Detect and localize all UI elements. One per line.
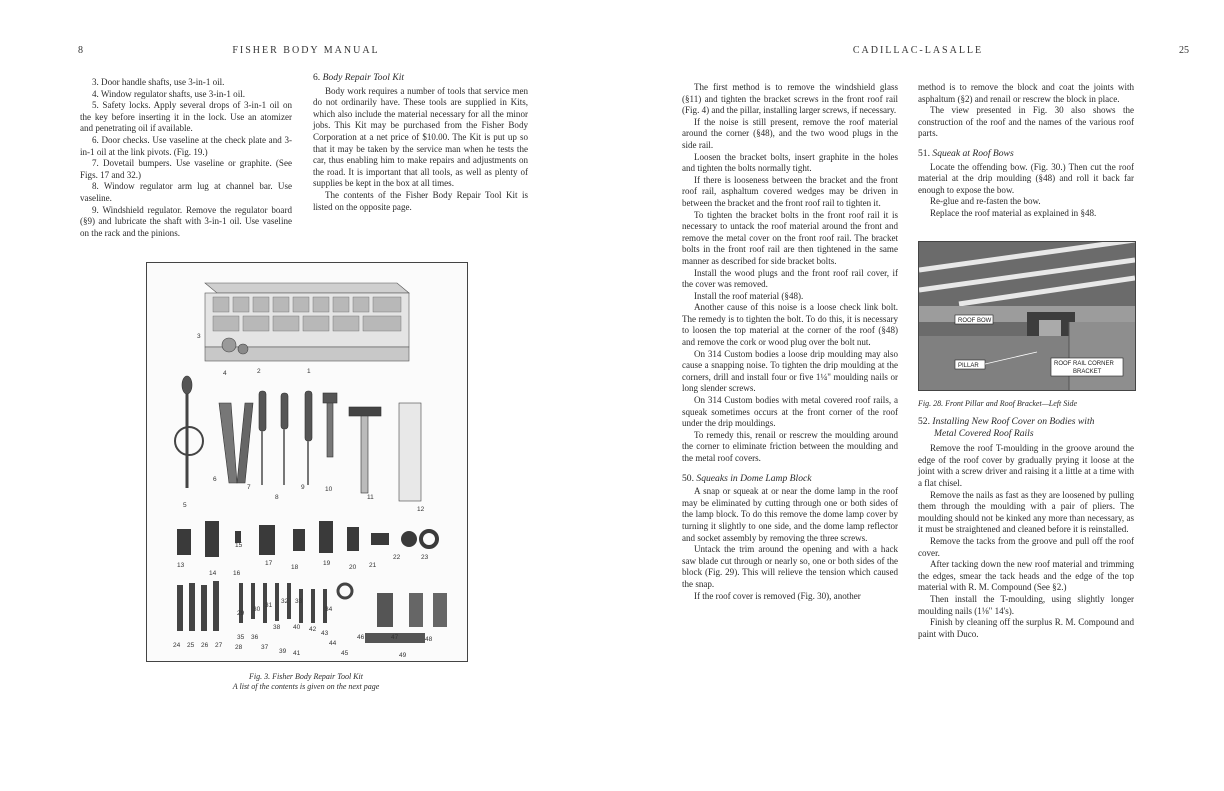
tool-tray — [205, 283, 409, 361]
figure-label-roof-rail-corner-bracket — [1051, 358, 1123, 376]
figure-number: 28 — [235, 644, 243, 651]
right-running-header: CADILLAC-LASALLE — [852, 45, 984, 56]
figure-number: 34 — [325, 606, 333, 613]
paragraph: If the noise is still present, remove the roof material around the corner (§48), and the two wood plugs in the side rail. — [682, 116, 898, 150]
paragraph: To remedy this, renail or rescrew the moulding around the corner to eliminate friction between the moulding and the metal roof covers. — [682, 429, 898, 463]
figure-number: 44 — [329, 640, 337, 647]
figure-number: 32 — [281, 598, 289, 605]
figure-number: 49 — [399, 652, 407, 659]
figure-number: 47 — [391, 634, 399, 641]
svg-text:ROOF RAIL CORNER: ROOF RAIL CORNER — [1054, 361, 1114, 367]
paragraph: Locate the offending bow. (Fig. 30.) Then cut the roof material at the drip moulding (§48) and roll it back far enough to expose the bow. — [918, 161, 1134, 195]
left-page-number: 8 — [78, 45, 83, 56]
paragraph: Untack the trim around the opening and with a hack saw blade cut through or nearly so, one or both sides of the block (Fig. 29). This will relieve the tension which caused the snap. — [682, 544, 898, 589]
right-page-number: 25 — [1179, 45, 1189, 56]
figure-number: 43 — [321, 630, 329, 637]
figure-number: 1 — [307, 368, 311, 375]
figure-number: 9 — [301, 484, 305, 491]
figure-number: 7 — [247, 484, 251, 491]
figure-number: 27 — [215, 642, 223, 649]
paragraph: On 314 Custom bodies with metal covered roof rails, a squeak sometimes occurs at the front corner of the roof under the drip mouldings. — [682, 395, 898, 429]
svg-text:BRACKET: BRACKET — [1073, 369, 1102, 375]
paragraph: The contents of the Fisher Body Repair Tool Kit is listed on the opposite page. — [313, 189, 528, 212]
figure-number: 16 — [233, 570, 241, 577]
figure-number: 40 — [293, 624, 301, 631]
paragraph: 5. Safety locks. Apply several drops of 3-in-1 oil on the key before inserting it in the lock. Use an atomizer and penetrating oil if available. — [80, 100, 292, 134]
paragraph: Another cause of this noise is a loose check link bolt. The remedy is to tighten the bolt. To do this, it is necessary to loosen the top material at the corner of the roof (§48) and remove the cork or wood plug over the bolt nut. — [682, 302, 898, 348]
figure-number: 10 — [325, 486, 333, 493]
section-heading: 51. Squeak at Roof Bows — [918, 147, 1014, 159]
paragraph: Install the roof material (§48). — [694, 290, 804, 301]
figure-number: 35 — [237, 634, 245, 641]
figure-number: 36 — [251, 634, 259, 641]
paragraph: Install the wood plugs and the front roof rail cover, if the cover was removed. — [682, 267, 898, 290]
paragraph: Re-glue and re-fasten the bow. — [930, 196, 1041, 207]
paragraph: A snap or squeak at or near the dome lamp in the roof may be eliminated by cutting through one or both sides of the lamp block. To do this remove the dome lamp cover by turning it slightly to one side, and the dome lamp reflector and socket assembly by removing the three screws. — [682, 486, 898, 543]
caption-line: A list of the contents is given on the next page — [232, 682, 380, 691]
right-column-1 — [682, 82, 898, 602]
figure-number: 46 — [357, 634, 365, 641]
figure-number: 19 — [323, 560, 331, 567]
paragraph: Then install the T-moulding, using slightly longer moulding nails (1⅛" 14's). — [918, 593, 1134, 616]
paragraph: method is to remove the block and coat the joints with asphaltum (§2) and renail or rescrew the block in place. — [918, 82, 1134, 104]
paragraph: To tighten the bracket bolts in the front roof rail it is necessary to untack the roof material around the front and remove the metal cover on the front roof rail. The bracket bolts in the front roof rail are then tightened in the same manner as described for side bracket bolts. — [682, 209, 898, 266]
paragraph: 7. Dovetail bumpers. Use vaseline or graphite. (See Figs. 17 and 32.) — [80, 158, 292, 180]
right-page — [612, 0, 1224, 791]
section-heading: 50. Squeaks in Dome Lamp Block — [682, 472, 812, 484]
figure-number: 37 — [261, 644, 269, 651]
paragraph: If there is looseness between the bracket and the front roof rail, asphaltum covered wedges may be driven in between the bracket and the front roof rail to tighten it. — [682, 174, 898, 208]
hand-tools-row — [175, 376, 421, 501]
figure-number: 2 — [257, 368, 261, 375]
paragraph: 9. Windshield regulator. Remove the regulator board (§9) and lubricate the shaft with 3-in-1 oil. Use vaseline on the rack and the pinions. — [80, 204, 292, 238]
left-column-2 — [313, 72, 528, 213]
figure-number: 31 — [265, 602, 273, 609]
tool-kit-caption — [146, 672, 466, 692]
figure-number: 38 — [273, 624, 281, 631]
paragraph: On 314 Custom bodies a loose drip moulding may also cause a snapping noise. To tighten the drip moulding at the corners, drill and install four or five 1¼" moulding nails or long slender screws. — [682, 348, 898, 394]
figure-number: 29 — [237, 610, 245, 617]
figure-number: 13 — [177, 562, 185, 569]
paragraph: The view presented in Fig. 30 also shows the construction of the roof and the names of the various roof parts. — [918, 105, 1134, 139]
paragraph: Remove the roof T-moulding in the groove around the edge of the roof cover by gradually prying it loose at the joint with a screw driver and raising it a little at a time with a flat chisel. — [918, 443, 1134, 488]
section-heading: 52. Installing New Roof Cover on Bodies with Metal Covered Roof Rails — [918, 416, 1095, 439]
figure-number: 11 — [367, 494, 374, 501]
svg-text:PILLAR: PILLAR — [958, 363, 979, 369]
section-heading: 6. Body Repair Tool Kit — [313, 72, 405, 83]
hardware-row — [177, 521, 437, 557]
paragraph: Replace the roof material as explained in §48. — [930, 207, 1097, 218]
roof-bracket-figure — [918, 241, 1136, 391]
figure-number: 8 — [275, 494, 279, 501]
left-running-header: FISHER BODY MANUAL — [232, 45, 380, 56]
figure-number: 26 — [201, 642, 209, 649]
paragraph: 8. Window regulator arm lug at channel bar. Use vaseline. — [80, 181, 292, 203]
paragraph: 4. Window regulator shafts, use 3-in-1 oil. — [92, 88, 245, 99]
figure-number: 5 — [183, 502, 187, 509]
svg-text:ROOF BOW: ROOF BOW — [958, 318, 992, 324]
figure-number: 21 — [369, 562, 377, 569]
figure-number: 4 — [223, 370, 227, 377]
paragraph: If the roof cover is removed (Fig. 30), another — [694, 590, 861, 601]
figure-number: 42 — [309, 626, 317, 633]
figure-number: 20 — [349, 564, 357, 571]
figure-number: 39 — [279, 648, 287, 655]
figure-number: 3 — [197, 333, 201, 340]
tool-kit-illustration — [147, 263, 467, 661]
caption-line: Fig. 3. Fisher Body Repair Tool Kit — [249, 672, 363, 681]
figure-number: 17 — [265, 560, 273, 567]
figure-number: 30 — [253, 606, 261, 613]
screws-row — [177, 581, 447, 643]
tool-kit-figure — [146, 262, 468, 662]
figure-number: 48 — [425, 636, 433, 643]
paragraph: 6. Door checks. Use vaseline at the check plate and 3-in-1 oil at the link pivots. (Fig. 19.) — [80, 134, 292, 157]
figure-number: 6 — [213, 476, 217, 483]
paragraph: 3. Door handle shafts, use 3-in-1 oil. — [92, 77, 225, 87]
figure-number: 23 — [421, 554, 429, 561]
left-column-1 — [80, 77, 292, 239]
roof-bracket-caption: Fig. 28. Front Pillar and Roof Bracket—Left Side — [918, 399, 1078, 408]
figure-number: 24 — [173, 642, 181, 649]
figure-label-roof-bow — [955, 315, 993, 324]
figure-number: 12 — [417, 506, 425, 513]
roof-bracket-photo — [919, 242, 1135, 390]
paragraph: Remove the tacks from the groove and pull off the roof cover. — [918, 535, 1134, 558]
paragraph: Remove the nails as fast as they are loosened by pulling them through the moulding with a pair of pliers. The moulding should not be kinked any more than necessary, as it must be straightened and cleaned before it is reinstalled. — [918, 489, 1134, 535]
paragraph: Loosen the bracket bolts, insert graphite in the holes and tighten the bolts normally tight. — [682, 151, 898, 174]
figure-number: 22 — [393, 554, 401, 561]
right-column-2-lower — [918, 414, 1134, 640]
figure-number: 45 — [341, 650, 349, 657]
paragraph: Finish by cleaning off the surplus R. M. Compound and paint with Duco. — [918, 617, 1134, 639]
paragraph: After tacking down the new roof material and trimming the edges, smear the tack heads and the edge of the top material with R. M. Compound (See §2.) — [918, 559, 1134, 593]
figure-number: 15 — [235, 542, 243, 549]
figure-number: 33 — [295, 598, 303, 605]
figure-number: 41 — [293, 650, 301, 657]
figure-number: 25 — [187, 642, 195, 649]
figure-number: 18 — [291, 564, 299, 571]
figure-number: 14 — [209, 570, 217, 577]
paragraph: Body work requires a number of tools that service men do not ordinarily have. These tools are supplied in Kits, which also include the material necessary for all the minor jobs. This Kit may be purchased from the Fisher Body Corporation at a net price of $10.00. The Kit is put up so that it may be taken by the service man when he tests the car, thus enabling him to make repairs and adjustments on the road. It is important that all tools, as well as plenty of supplies be kept in the box at all times. — [313, 85, 528, 189]
paragraph: The first method is to remove the windshield glass (§11) and tighten the bracket screws in the front roof rail (Fig. 4) and the pillar, installing larger screws, if necessary. — [682, 82, 898, 116]
right-column-2 — [918, 82, 1134, 220]
